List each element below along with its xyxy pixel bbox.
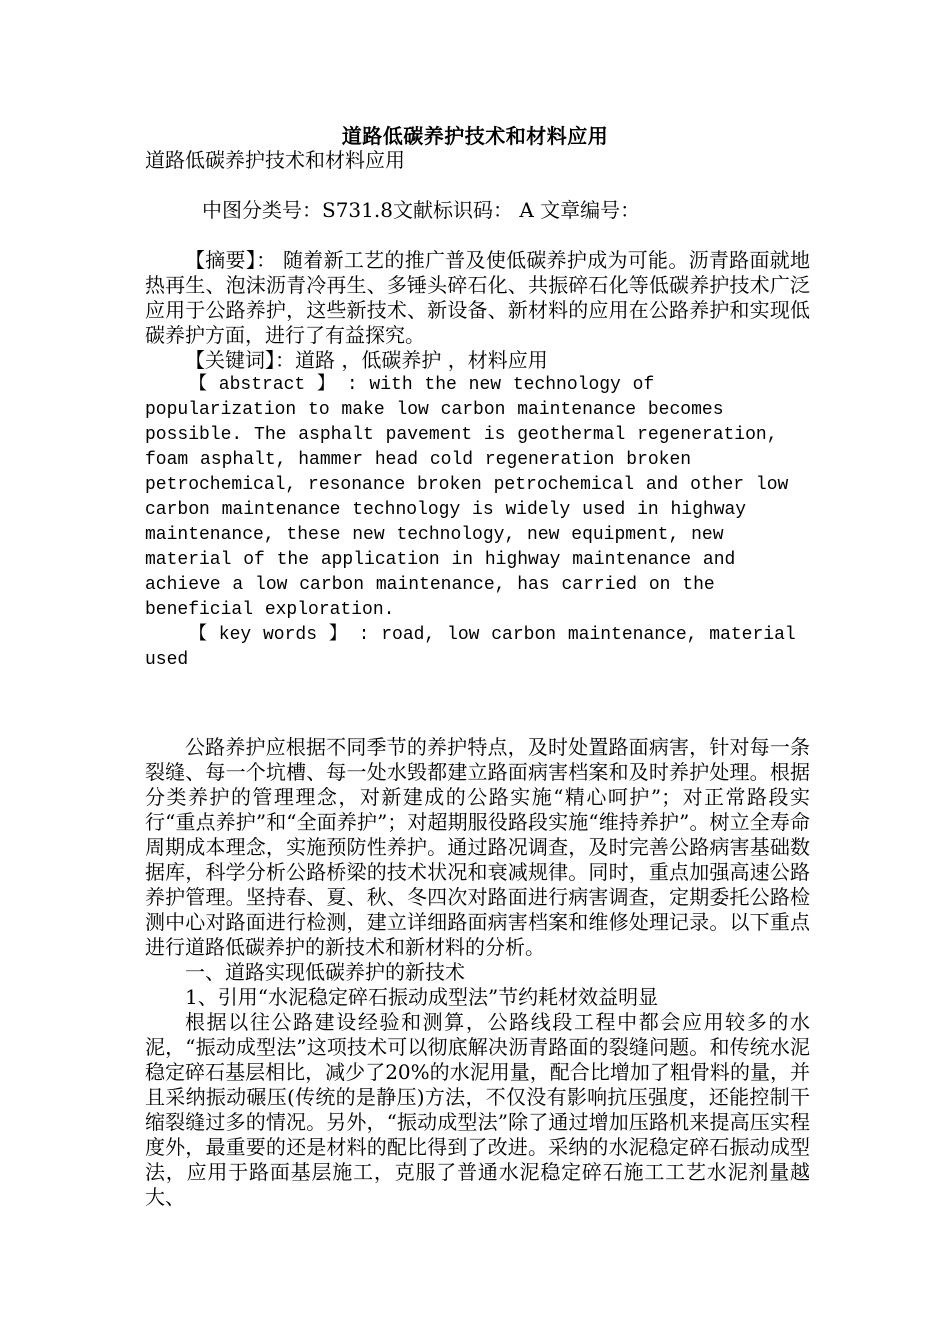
body-paragraph-2: 根据以往公路建设经验和测算，公路线段工程中都会应用较多的水泥，“振动成型法”这项技术可以彻底解决沥青路面的裂缝问题。和传统水泥稳定碎石基层相比，减少了20%的水泥用量，配合比增加了粗骨料的量，并且采纳振动碾压(传统的是静压)方法，不仅没有影响抗压强度，还能控制干缩裂缝过多的情况。另外，“振动成型法”除了通过增加压路机来提高压实程度外，最重要的还是材料的配比得到了改进。采纳的水泥稳定碎石振动成型法，应用于路面基层施工，克服了普通水泥稳定碎石施工工艺水泥剂量越大、 [145,1010,810,1209]
document-body [145,148,810,1210]
abstract-en: 【 abstract 】 : with the new technology of popularization to make low carbon maintenance becomes possible. The asphalt pavement is geothermal regeneration, foam asphalt, hammer head cold regeneration broken petrochemical, resonance broken petrochemical and other low carbon maintenance technology is widely used in highway maintenance, these new technology, new equipment, new material of the application in highway maintenance and achieve a low carbon maintenance, has carried on the beneficial exploration. [145,375,789,620]
section-heading-1: 一、道路实现低碳养护的新技术 [185,960,465,984]
document-subtitle: 道路低碳养护技术和材料应用 [145,148,405,172]
keywords-cn: 【关键词】：道路 ，低碳养护 ，材料应用 [185,348,548,372]
keywords-en: 【 key words 】 : road, low carbon maintenance, material used [145,625,796,670]
subsection-heading-1-1: 1、引用“水泥稳定碎石振动成型法”节约耗材效益明显 [185,985,659,1009]
abstract-cn: 【摘要】： 随着新工艺的推广普及使低碳养护成为可能。沥青路面就地热再生、泡沫沥青冷再生、多锤头碎石化、共振碎石化等低碳养护技术广泛应用于公路养护，这些新技术、新设备、新材料的应用在公路养护和实现低碳养护方面，进行了有益探究。 [145,248,810,347]
body-paragraph-1: 公路养护应根据不同季节的养护特点，及时处置路面病害，针对每一条裂缝、每一个坑槽、每一处水毁都建立路面病害档案和及时养护处理。根据分类养护的管理理念，对新建成的公路实施“精心呵护”；对正常路段实行“重点养护”和“全面养护”；对超期服役路段实施“维持养护”。树立全寿命周期成本理念，实施预防性养护。通过路况调查，及时完善公路病害基础数据库，科学分析公路桥梁的技术状况和衰减规律。同时，重点加强高速公路养护管理。坚持春、夏、秋、冬四次对路面进行病害调查，定期委托公路检测中心对路面进行检测，建立详细路面病害档案和维修处理记录。以下重点进行道路低碳养护的新技术和新材料的分析。 [145,735,810,959]
document-title: 道路低碳养护技术和材料应用 [341,124,609,148]
classification-line: 中图分类号：S731.8文献标识码： A 文章编号： [202,198,641,222]
